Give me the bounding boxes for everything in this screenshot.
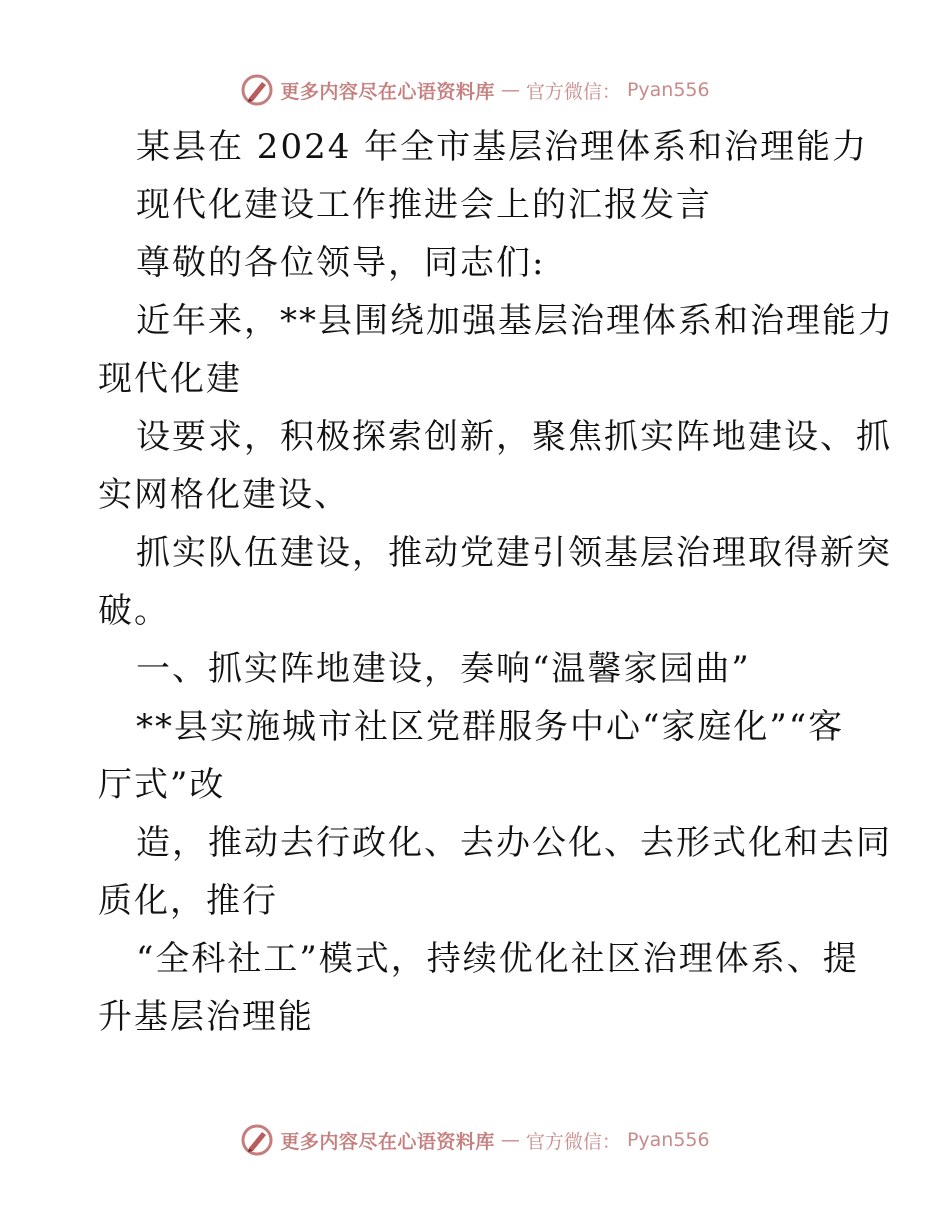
section-heading: 一、抓实阵地建设，奏响“温馨家园曲” xyxy=(136,649,751,689)
paragraph-line: 造，推动去行政化、去办公化、去形式化和去同 xyxy=(136,823,892,863)
paragraph-line: 厅式”改 xyxy=(98,765,226,805)
watermark-wechat-label: 官方微信： xyxy=(525,1130,621,1153)
watermark-wechat-id: Pyan556 xyxy=(626,79,710,101)
footer-watermark xyxy=(0,1120,950,1160)
paragraph-line: 实网格化建设、 xyxy=(98,475,350,515)
watermark-text: 更多内容尽在心语资料库 xyxy=(280,1130,495,1153)
paragraph-line: 破。 xyxy=(98,591,170,631)
paragraph-line: 质化，推行 xyxy=(98,881,278,921)
salutation: 尊敬的各位领导，同志们: xyxy=(136,243,546,283)
watermark-wechat-label: 官方微信： xyxy=(525,80,621,103)
watermark-dash: — xyxy=(500,1129,520,1151)
paragraph-line: 抓实队伍建设，推动党建引领基层治理取得新突 xyxy=(136,533,892,573)
paragraph-line: 现代化建 xyxy=(98,359,242,399)
paragraph-line: **县实施城市社区党群服务中心“家庭化”“客 xyxy=(136,707,845,747)
paragraph-line: 升基层治理能 xyxy=(98,997,314,1037)
paragraph-line: 近年来，**县围绕加强基层治理体系和治理能力 xyxy=(136,301,894,341)
document-body xyxy=(98,118,894,1046)
title-line-1: 某县在 2024 年全市基层治理体系和治理能力 xyxy=(136,127,869,167)
pen-circle-logo-icon xyxy=(240,1123,274,1157)
title-line-2: 现代化建设工作推进会上的汇报发言 xyxy=(136,185,712,225)
paragraph-line: “全科社工”模式，持续优化社区治理体系、提 xyxy=(136,939,859,979)
watermark-text: 更多内容尽在心语资料库 xyxy=(280,80,495,103)
paragraph-line: 设要求，积极探索创新，聚焦抓实阵地建设、抓 xyxy=(136,417,892,457)
header-watermark xyxy=(0,70,950,110)
watermark-dash: — xyxy=(500,79,520,101)
watermark-wechat-id: Pyan556 xyxy=(626,1129,710,1151)
pen-circle-logo-icon xyxy=(240,73,274,107)
